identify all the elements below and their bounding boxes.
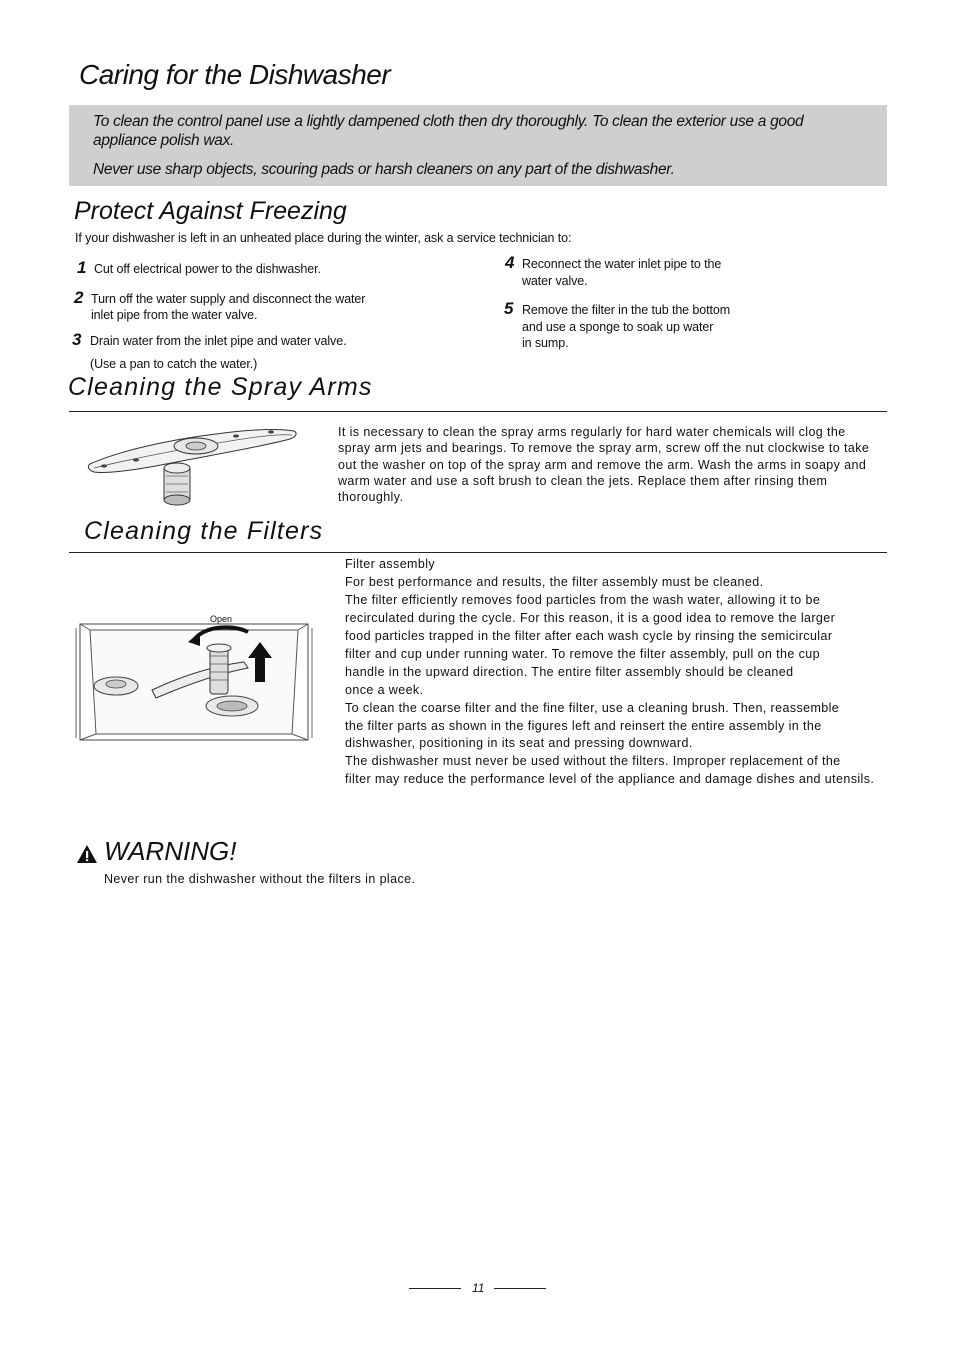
freezing-heading: Protect Against Freezing [74, 197, 347, 225]
filters-text-line-5: food particles trapped in the filter after each wash cycle by rinsing the semicircular [345, 629, 833, 643]
filters-text-line-9: To clean the coarse filter and the fine filter, use a cleaning brush. Then, reassemble [345, 701, 840, 715]
step-2-number: 2 [74, 288, 84, 307]
filters-text-line-3: The filter efficiently removes food particles from the wash water, allowing it to be [345, 593, 821, 607]
page-title: Caring for the Dishwasher [79, 59, 391, 90]
step-4-text-line-1: Reconnect the water inlet pipe to the [522, 257, 722, 271]
filters-text-line-7: handle in the upward direction. The entire filter assembly should be cleaned [345, 665, 794, 679]
filters-text-line-11: dishwasher, positioning in its seat and pressing downward. [345, 736, 693, 750]
spray-arms-text-line-1: It is necessary to clean the spray arms regularly for hard water chemicals will clog the [338, 425, 846, 439]
spray-arms-divider [69, 411, 887, 412]
step-5-text-line-1: Remove the filter in the tub the bottom [522, 303, 731, 317]
step-3-text-line-2: (Use a pan to catch the water.) [90, 357, 258, 371]
step-2-text-line-1: Turn off the water supply and disconnect the water [91, 292, 366, 306]
step-3-text-line-1: Drain water from the inlet pipe and water valve. [90, 334, 347, 348]
care-line-3: Never use sharp objects, scouring pads or harsh cleaners on any part of the dishwasher. [93, 161, 675, 178]
filters-text-line-4: recirculated during the cycle. For this reason, it is a good idea to remove the larger [345, 611, 836, 625]
spray-arms-text-line-2: spray arm jets and bearings. To remove the spray arm, screw off the nut clockwise to take [338, 441, 870, 455]
warning-triangle-icon [76, 844, 98, 864]
step-4-number: 4 [505, 253, 515, 272]
filters-divider [69, 552, 887, 553]
filters-text-line-1: Filter assembly [345, 557, 436, 571]
filters-text-line-13: filter may reduce the performance level of the appliance and damage dishes and utensils. [345, 772, 875, 786]
warning-title: WARNING! [104, 836, 237, 866]
spray-arms-text-line-5: thoroughly. [338, 490, 404, 504]
step-3-number: 3 [72, 330, 82, 349]
filters-text-line-6: filter and cup under running water. To remove the filter assembly, pull on the cup [345, 647, 820, 661]
step-5-text-line-3: in sump. [522, 336, 569, 350]
freezing-intro: If your dishwasher is left in an unheated place during the winter, ask a service technician to: [75, 231, 572, 245]
step-1-text: Cut off electrical power to the dishwasher. [94, 262, 321, 276]
care-line-2: appliance polish wax. [93, 132, 235, 149]
step-1-number: 1 [77, 258, 87, 277]
filters-heading: Cleaning the Filters [84, 517, 324, 545]
care-line-1: To clean the control panel use a lightly dampened cloth then dry thoroughly. To clean the exterior use a good [93, 113, 804, 130]
filters-text-line-8: once a week. [345, 683, 424, 697]
filters-text-line-10: the filter parts as shown in the figures left and reinsert the entire assembly in the [345, 719, 822, 733]
footer-rule-left [409, 1288, 461, 1289]
footer-rule-right [494, 1288, 546, 1289]
spray-arms-text-line-4: warm water and use a soft brush to clean the jets. Replace them after rinsing them [338, 474, 828, 488]
spray-arm-illustration [86, 424, 300, 510]
step-4-text-line-2: water valve. [522, 274, 588, 288]
step-2-text-line-2: inlet pipe from the water valve. [91, 308, 258, 322]
filters-text-line-12: The dishwasher must never be used without the filters. Improper replacement of the [345, 754, 841, 768]
page-number: 11 [472, 1281, 485, 1295]
step-5-number: 5 [504, 299, 514, 318]
spray-arms-text-line-3: out the washer on top of the spray arm and remove the arm. Wash the arms in soapy and [338, 458, 867, 472]
spray-arms-heading: Cleaning the Spray Arms [68, 373, 373, 401]
step-5-text-line-2: and use a sponge to soak up water [522, 320, 714, 334]
filters-text-line-2: For best performance and results, the filter assembly must be cleaned. [345, 575, 764, 589]
filter-removal-illustration [72, 610, 316, 744]
figure-open-label: Open [210, 614, 233, 624]
warning-text: Never run the dishwasher without the filters in place. [104, 872, 416, 886]
